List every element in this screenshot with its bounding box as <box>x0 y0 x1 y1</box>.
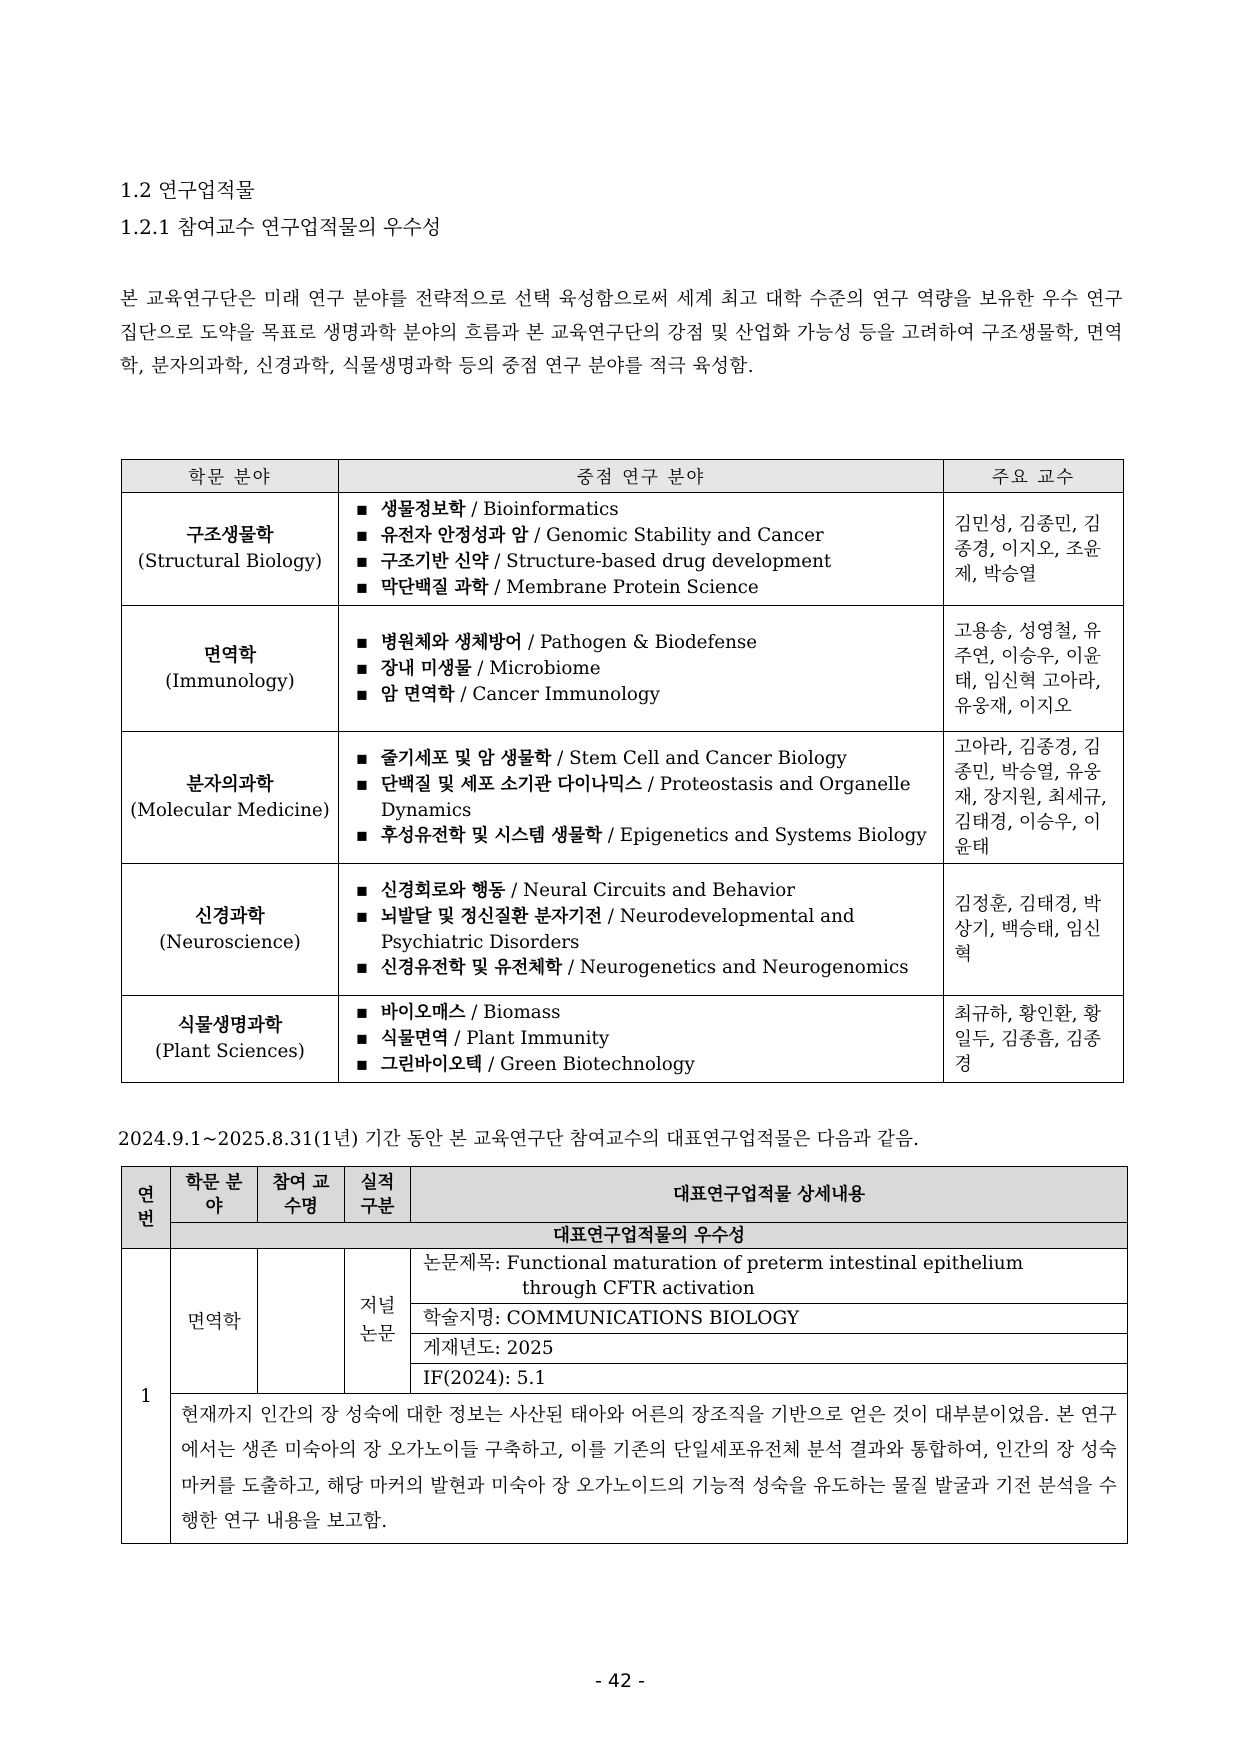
professors-cell: 김정훈, 김태경, 박상기, 백승태, 임신혁 <box>944 864 1124 996</box>
focus-cell <box>338 732 943 864</box>
focus-cell <box>338 606 943 732</box>
journal-name: 학술지명: COMMUNICATIONS BIOLOGY <box>411 1304 1128 1334</box>
serial-cell: 1 <box>122 1249 171 1544</box>
header-serial: 연번 <box>122 1167 171 1249</box>
focus-cell <box>338 864 943 996</box>
professors-cell: 고아라, 김종경, 김종민, 박승열, 유웅재, 장지원, 최세규, 김태경, 이승우, 이윤태 <box>944 732 1124 864</box>
intro-paragraph: 본 교육연구단은 미래 연구 분야를 전략적으로 선택 육성함으로써 세계 최고 대학 수준의 연구 역량을 보유한 우수 연구 집단으로 도약을 목표로 생명과학 분야의 흐름과 본 교육연구단의 강점 및 산업화 가능성 등을 고려하여 구조생물학, 면역학, 분자의과학, 신경과학, 식물생명과학 등의 중점 연구 분야를 적극 육성함. <box>120 289 1123 377</box>
focus-cell <box>338 493 943 606</box>
focus-item: ▪ 그린바이오텍 / Green Biotechnology <box>349 1052 933 1078</box>
field-name-en: (Plant Sciences) <box>154 1041 305 1062</box>
field-cell <box>122 864 339 996</box>
page-number: - 42 - <box>595 1670 645 1692</box>
focus-item: ▪ 생물정보학 / Bioinformatics <box>349 497 933 523</box>
header-professors: 주요 교수 <box>944 460 1124 493</box>
research-fields-table <box>121 459 1124 1083</box>
field-name-ko: 면역학 <box>203 644 257 666</box>
subsection-title: 1.2.1 참여교수 연구업적물의 우수성 <box>120 215 442 239</box>
focus-item: ▪ 신경유전학 및 유전체학 / Neurogenetics and Neurogenomics <box>349 955 933 981</box>
header-professor: 참여 교수명 <box>258 1167 345 1223</box>
field-cell <box>122 493 339 606</box>
focus-item: ▪ 식물면역 / Plant Immunity <box>349 1026 933 1052</box>
header-detail: 대표연구업적물 상세내용 <box>411 1167 1128 1223</box>
achievements-table <box>121 1166 1128 1544</box>
focus-item: ▪ 단백질 및 세포 소기관 다이나믹스 / Proteostasis and Organelle Dynamics <box>349 772 933 823</box>
field-cell <box>122 732 339 864</box>
field-name-ko: 구조생물학 <box>186 525 274 546</box>
header-focus: 중점 연구 분야 <box>338 460 943 493</box>
field-cell: 면역학 <box>171 1249 258 1394</box>
focus-item: ▪ 바이오매스 / Biomass <box>349 1000 933 1026</box>
professors-cell: 고용송, 성영철, 유주연, 이승우, 이윤태, 임신혁 고아라, 유웅재, 이지오 <box>944 606 1124 732</box>
field-name-en: (Structural Biology) <box>137 551 323 572</box>
period-paragraph: 2024.9.1~2025.8.31(1년) 기간 동안 본 교육연구단 참여교수의 대표연구업적물은 다음과 같음. <box>118 1129 920 1150</box>
focus-item: ▪ 줄기세포 및 암 생물학 / Stem Cell and Cancer Biology <box>349 746 933 772</box>
header-type: 실적 구분 <box>345 1167 411 1223</box>
focus-item: ▪ 암 면역학 / Cancer Immunology <box>349 682 933 708</box>
focus-item: ▪ 병원체와 생체방어 / Pathogen & Biodefense <box>349 630 933 656</box>
professor-cell <box>258 1249 345 1394</box>
focus-item: ▪ 신경회로와 행동 / Neural Circuits and Behavior <box>349 878 933 904</box>
focus-item: ▪ 뇌발달 및 정신질환 분자기전 / Neurodevelopmental and Psychiatric Disorders <box>349 904 933 955</box>
field-name-ko: 분자의과학 <box>186 773 274 795</box>
professors-cell: 최규하, 황인환, 황일두, 김종흠, 김종경 <box>944 996 1124 1083</box>
header-excellence: 대표연구업적물의 우수성 <box>171 1223 1128 1249</box>
field-name-ko: 식물생명과학 <box>177 1015 283 1036</box>
header-field: 학문 분야 <box>171 1167 258 1223</box>
field-name-en: (Molecular Medicine) <box>130 799 330 821</box>
field-cell <box>122 996 339 1083</box>
focus-item: ▪ 유전자 안정성과 암 / Genomic Stability and Cancer <box>349 523 933 549</box>
excellence-description: 현재까지 인간의 장 성숙에 대한 정보는 사산된 태아와 어른의 장조직을 기반으로 얻은 것이 대부분이었음. 본 연구에서는 생존 미숙아의 장 오가노이들 구축하고, 이를 기존의 단일세포유전체 분석 결과와 통합하여, 인간의 장 성숙 마커를 도출하고, 해당 마커의 발현과 미숙아 장 오가노이드의 기능적 성숙을 유도하는 물질 발굴과 기전 분석을 수행한 연구 내용을 보고함. <box>171 1394 1128 1544</box>
paper-title: 논문제목: Functional maturation of preterm intestinal epithelium through CFTR activation <box>411 1249 1128 1304</box>
header-field: 학문 분야 <box>122 460 339 493</box>
field-name-en: (Immunology) <box>165 670 295 692</box>
focus-item: ▪ 후성유전학 및 시스템 생물학 / Epigenetics and Systems Biology <box>349 823 933 849</box>
field-name-ko: 신경과학 <box>195 905 265 927</box>
publication-year: 게재년도: 2025 <box>411 1334 1128 1364</box>
focus-item: ▪ 구조기반 신약 / Structure-based drug development <box>349 549 933 575</box>
field-cell <box>122 606 339 732</box>
professors-cell: 김민성, 김종민, 김종경, 이지오, 조윤제, 박승열 <box>944 493 1124 606</box>
focus-cell <box>338 996 943 1083</box>
impact-factor: IF(2024): 5.1 <box>411 1364 1128 1394</box>
focus-item: ▪ 장내 미생물 / Microbiome <box>349 656 933 682</box>
type-cell: 저널 논문 <box>345 1249 411 1394</box>
focus-item: ▪ 막단백질 과학 / Membrane Protein Science <box>349 575 933 601</box>
section-title: 1.2 연구업적물 <box>120 178 255 202</box>
field-name-en: (Neuroscience) <box>159 931 301 953</box>
